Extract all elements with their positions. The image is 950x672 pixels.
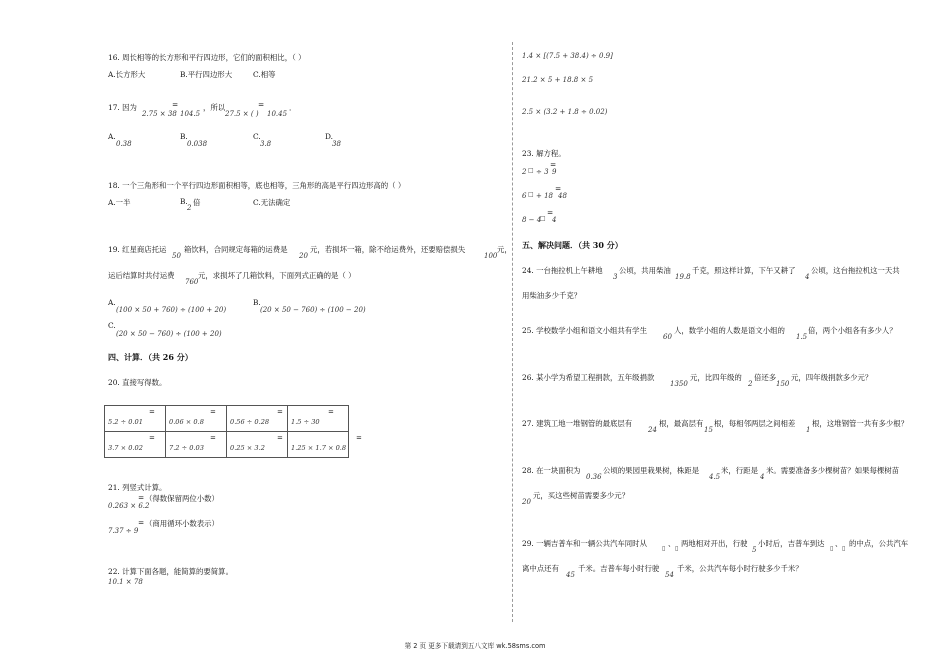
q24-text-a: 24. 一台拖拉机上午耕地 xyxy=(522,266,603,275)
q23-eq2-eq: = xyxy=(555,184,562,193)
q19-line1-d: 元， xyxy=(497,245,512,254)
q17-stem-c: ． xyxy=(289,103,297,112)
q19-n4: 760 xyxy=(185,278,199,286)
q29-text-d: 小时后，吉普车到达 xyxy=(758,539,825,548)
q24-text-b: 公顷，共用柴油 xyxy=(619,266,671,275)
q19-line2-b: 元，求损坏了几箱饮料，下面列式正确的是（ ） xyxy=(198,271,356,280)
q23-eq1-eq: = xyxy=(550,160,557,169)
q16-option-c[interactable]: C.相等 xyxy=(253,70,276,79)
q24-text-d: 公顷，这台拖拉机这一天共 xyxy=(811,266,900,275)
q28-n3: 4 xyxy=(760,473,765,481)
q17-expr1: 2.75 × 38 xyxy=(142,110,177,118)
q24-text-e: 用柴油多少千克？ xyxy=(522,291,582,300)
q18-option-a[interactable]: A.一半 xyxy=(108,198,131,207)
q29-text-b: 、 xyxy=(668,539,676,548)
q28-text-b: 公顷的果园里栽果树，株距是 xyxy=(603,466,700,475)
q25-n2: 1.5 xyxy=(796,333,808,341)
calc-cell[interactable]: 3.7 × 0.02 = xyxy=(105,432,166,458)
q21-note1: （得数保留两位小数） xyxy=(145,494,219,503)
q27-text-d: 根，这堆钢管一共有多少根？ xyxy=(812,419,909,428)
q18-option-b-suffix: 倍 xyxy=(193,198,201,207)
q26-text-d: 元，四年级捐款多少元？ xyxy=(791,373,873,382)
q19-n1: 50 xyxy=(172,252,181,260)
page-footer: 第 2 页 更多下载请到五八文库 wk.58sms.com xyxy=(404,642,546,650)
q23-unknown-1: □ xyxy=(528,167,534,174)
q28-n1: 0.36 xyxy=(586,473,602,481)
q28-n4: 20 xyxy=(522,498,531,506)
q19-line1-b: 箱饮料，合同规定每箱的运费是 xyxy=(184,245,288,254)
q23-eq1-c: 9 xyxy=(552,168,557,176)
q29-point-b: ▯ xyxy=(675,545,679,552)
q17-eq2: = xyxy=(258,100,265,109)
q23-eq3-a: 8 − 4 xyxy=(522,216,542,224)
section-5-title: 五、解决问题．（共 30 分） xyxy=(522,240,623,250)
q19-option-c-expr: (20 × 50 − 760) ÷ (100 + 20) xyxy=(116,330,222,338)
calc-cell[interactable]: 0.56 ÷ 0.28 = xyxy=(227,406,288,432)
q17-option-a-value: 0.38 xyxy=(116,140,132,148)
q27-n1: 24 xyxy=(648,426,657,434)
q29-text-g: 离中点还有 xyxy=(522,564,559,573)
q29-text-a: 29. 一辆吉普车和一辆公共汽车同时从 xyxy=(522,539,647,548)
calc-cell[interactable]: 5.2 ÷ 0.01 = xyxy=(105,406,166,432)
q29-text-c: 两地相对开出，行驶 xyxy=(681,539,748,548)
q26-n1: 1350 xyxy=(670,380,688,388)
q22-expr4: 2.5 × (3.2 + 1.8 ÷ 0.02) xyxy=(522,108,608,116)
q26-n2: 2 xyxy=(748,380,753,388)
q17-stem-b: ，所以 xyxy=(203,103,226,112)
q23-eq2-b: + 18 xyxy=(536,192,553,200)
q26-n3: 150 xyxy=(776,380,790,388)
q24-text-c: 千克，照这样计算，下午又耕了 xyxy=(692,266,796,275)
q19-line1-c: 元，若损坏一箱，除不给运费外，还要赔偿损失 xyxy=(310,245,466,254)
calc-cell[interactable]: 1.25 × 1.7 × 0.8 = xyxy=(288,432,349,458)
q29-text-h: 千米。吉普车每小时行驶 xyxy=(578,564,660,573)
q26-text-a: 26. 某小学为希望工程捐款，五年级捐款 xyxy=(522,373,655,382)
column-divider xyxy=(512,42,513,622)
q23-unknown-3: □ xyxy=(540,215,546,222)
q21-note2: （商用循环小数表示） xyxy=(145,519,219,528)
q28-text-d: 米。需要准备多少棵树苗？如果每棵树苗 xyxy=(766,466,900,475)
q23-eq2-a: 6 xyxy=(522,192,527,200)
q28-text-c: 米，行距是 xyxy=(721,466,758,475)
q29-n3: 54 xyxy=(665,571,674,579)
q21-stem: 21. 列竖式计算。 xyxy=(108,483,167,492)
q29-n2: 45 xyxy=(566,571,575,579)
q23-eq1-a: 2 xyxy=(522,168,527,176)
q20-stem: 20. 直接写得数。 xyxy=(108,378,167,387)
q27-text-b: 根，最高层有 xyxy=(659,419,704,428)
q27-text-c: 根，每相邻两层之间相差 xyxy=(714,419,796,428)
q23-eq3-eq: = xyxy=(547,208,554,217)
q24-n1: 3 xyxy=(613,273,618,281)
q23-stem: 23. 解方程。 xyxy=(522,149,566,158)
q23-eq2-c: 48 xyxy=(558,192,567,200)
q23-eq3-c: 4 xyxy=(552,216,557,224)
q25-n1: 60 xyxy=(663,333,672,341)
q24-n2: 19.8 xyxy=(675,273,691,281)
q17-option-c-value: 3.8 xyxy=(260,140,272,148)
q20-calc-table xyxy=(104,405,362,458)
q16-option-b[interactable]: B.平行四边形大 xyxy=(180,70,233,79)
q19-line2-a: 运后结算时共付运费 xyxy=(108,271,175,280)
q17-val1: 104.5 xyxy=(180,110,201,118)
q24-n3: 4 xyxy=(805,273,810,281)
q19-n2: 20 xyxy=(299,252,308,260)
section-4-title: 四、计算．（共 26 分） xyxy=(108,352,193,362)
q21-expr1: 0.263 × 6.2 xyxy=(108,502,150,510)
q17-option-d[interactable]: D. xyxy=(325,132,334,141)
q29-text-f: 的中点，公共汽车 xyxy=(849,539,909,548)
q16-stem: 16. 周长相等的长方形和平行四边形，它们的面积相比，（ ） xyxy=(108,53,306,62)
q19-line1-a: 19. 红星商店托运 xyxy=(108,245,167,254)
table-row xyxy=(105,406,349,432)
q17-eq1: = xyxy=(172,100,179,109)
q23-eq1-b: ÷ 3 xyxy=(536,168,549,176)
q17-option-a[interactable]: A. xyxy=(108,132,116,141)
q19-n3: 100 xyxy=(484,252,498,260)
q27-n2: 15 xyxy=(704,426,713,434)
q22-stem: 22. 计算下面各题，能简算的要简算。 xyxy=(108,567,233,576)
q19-option-a-expr: (100 × 50 + 760) ÷ (100 + 20) xyxy=(116,306,227,314)
q25-text-a: 25. 学校数学小组和语文小组共有学生 xyxy=(522,326,647,335)
q19-option-c[interactable]: C. xyxy=(108,321,116,330)
q17-expr2: 27.5 × ( ) xyxy=(225,110,259,118)
q21-eq1: = xyxy=(138,493,145,502)
table-row xyxy=(105,432,349,458)
q28-text-a: 28. 在一块面积为 xyxy=(522,466,581,475)
q17-option-d-value: 38 xyxy=(332,140,341,148)
q22-expr2: 1.4 × [(7.5 + 38.4) ÷ 0.9] xyxy=(522,52,613,60)
q17-option-b[interactable]: B. xyxy=(180,132,188,141)
q22-expr3: 21.2 × 5 + 18.8 × 5 xyxy=(522,76,594,84)
q29-point-a: ▯ xyxy=(662,545,666,552)
q18-option-b[interactable]: B. xyxy=(180,197,188,206)
q29-point-b2: ▯ xyxy=(842,545,846,552)
calc-cell[interactable]: 0.06 × 0.8 = xyxy=(166,406,227,432)
q17-val2: 10.45 xyxy=(267,110,288,118)
q29-point-a2: ▯ xyxy=(830,545,834,552)
q16-option-a[interactable]: A.长方形大 xyxy=(108,70,146,79)
q19-option-b[interactable]: B. xyxy=(253,298,261,307)
q21-expr2: 7.37 ÷ 9 xyxy=(108,527,139,535)
q19-option-b-expr: (20 × 50 − 760) ÷ (100 − 20) xyxy=(260,306,366,314)
q25-text-b: 人，数学小组的人数是语文小组的 xyxy=(674,326,785,335)
q21-eq2: = xyxy=(138,518,145,527)
q22-expr1: 10.1 × 78 xyxy=(108,578,143,586)
q17-stem-a: 17. 因为 xyxy=(108,103,137,112)
calc-cell[interactable]: 0.25 × 3.2 = xyxy=(227,432,288,458)
q27-n3: 1 xyxy=(806,426,811,434)
calc-cell[interactable]: 1.5 ÷ 30 = xyxy=(288,406,349,432)
q26-text-c: 倍还多 xyxy=(754,373,777,382)
q26-text-b: 元，比四年级的 xyxy=(690,373,742,382)
q25-text-c: 倍，两个小组各有多少人？ xyxy=(808,326,897,335)
q17-option-b-value: 0.038 xyxy=(187,140,208,148)
q29-text-e: 、 xyxy=(835,539,843,548)
q23-unknown-2: □ xyxy=(528,191,534,198)
q27-text-a: 27. 建筑工地一堆钢管的最底层有 xyxy=(522,419,633,428)
calc-cell[interactable]: 7.2 ÷ 0.03 = xyxy=(166,432,227,458)
q18-stem: 18. 一个三角形和一个平行四边形面积相等，底也相等，三角形的高是平行四边形高的（ ） xyxy=(108,181,406,190)
q29-n1: 5 xyxy=(752,546,757,554)
q18-option-c[interactable]: C.无法确定 xyxy=(253,198,291,207)
q29-text-i: 千米，公共汽车每小时行驶多少千米？ xyxy=(677,564,803,573)
q19-option-a[interactable]: A. xyxy=(108,298,116,307)
q28-text-e: 元，买这些树苗需要多少元？ xyxy=(533,491,630,500)
q28-n2: 4.5 xyxy=(709,473,721,481)
q17-option-c[interactable]: C. xyxy=(253,132,261,141)
q18-option-b-number: 2 xyxy=(187,204,192,212)
